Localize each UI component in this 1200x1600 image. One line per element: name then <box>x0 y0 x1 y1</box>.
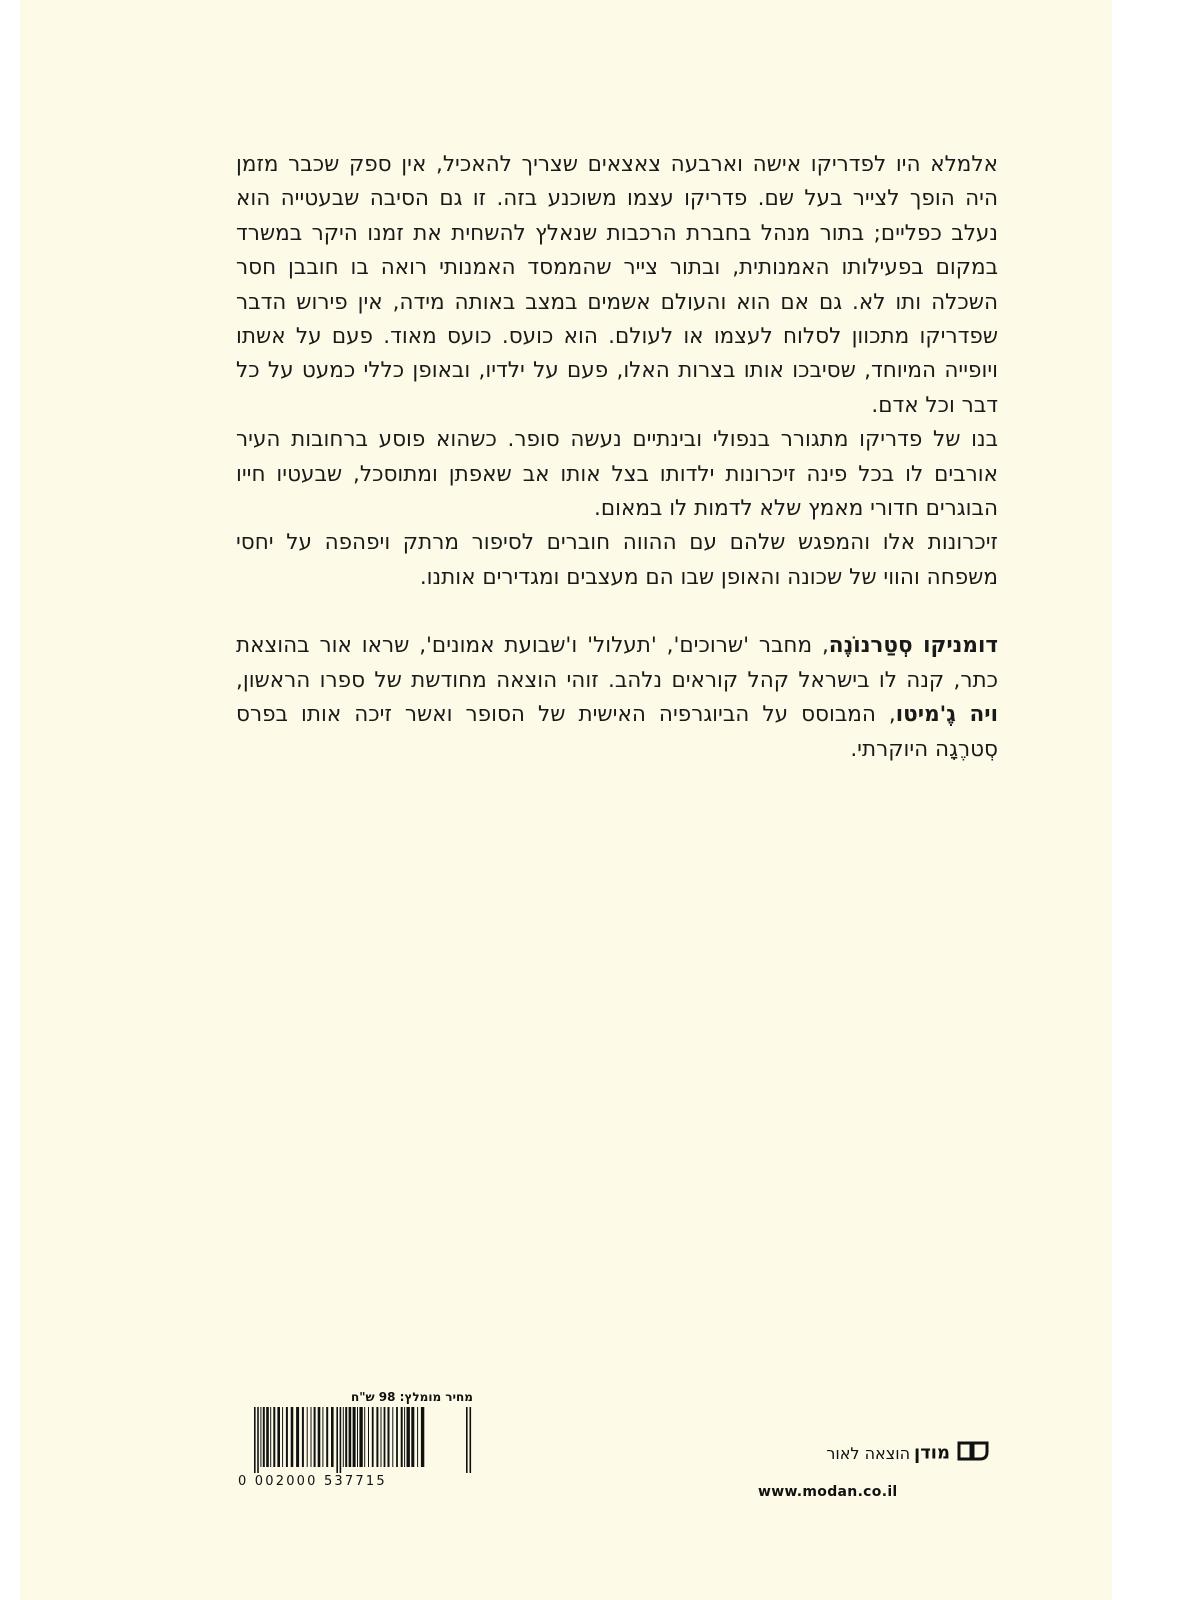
author-text-2: , המבוסס על הביוגרפיה האישית של הסופר ואשר זיכה אותו בפרס סְטרֶגָה היוקרתי. <box>236 702 998 762</box>
blurb-text <box>236 148 998 767</box>
blurb-paragraph-1: אלמלא היו לפדריקו אישה וארבעה צאצאים שצריך להאכיל, אין ספק שכבר מזמן היה הופך לצייר בעל שם. פדריקו עצמו משוכנע בזה. זו גם הסיבה שבעטייה הוא נעלב כפליים; בתור מנהל בחברת הרכבות שנאלץ להשחית את זמנו היקר במשרד במקום בפעילותו האמנותית, ובתור צייר שהממסד האמנותי רואה בו חובבן חסר השכלה ותו לא. גם אם הוא והעולם אשמים במצב באותה מידה, אין פירוש הדבר שפדריקו מתכוון לסלוח לעצמו או לעולם. הוא כועס. כועס מאוד. פעם על אשתו ויופייה המיוחד, שסיבכו אותו בצרות האלו, פעם על ילדיו, ובאופן כללי כמעט על כל דבר וכל אדם. <box>236 152 998 418</box>
recommended-price: מחיר מומלץ: 98 ש"ח <box>350 1390 473 1404</box>
publisher-line <box>750 1440 990 1466</box>
book-title: ויה גֶ'מיטו <box>895 702 999 728</box>
publisher-website[interactable]: www.modan.co.il <box>758 1484 898 1500</box>
barcode-digits: 0 002000 537715 <box>238 1474 387 1489</box>
author-text-1: , מחבר 'שרוכים', 'תעלול' ו'שבועת אמונים', שראו אור בהוצאת כתר, קנה לו בישראל קהל קוראים נלהב. זוהי הוצאה מחודשת של ספרו הראשון, <box>236 633 998 693</box>
blurb-paragraph-3: זיכרונות אלו והמפגש שלהם עם ההווה חוברים לסיפור מרתק ויפהפה על יחסי משפחה והווי של שכונה והאופן שבו הם מעצבים ומגדירים אותנו. <box>236 530 998 590</box>
modan-logo-icon <box>956 1440 990 1466</box>
book-back-cover <box>20 0 1112 1600</box>
barcode <box>252 1407 474 1473</box>
blurb-paragraph-2: בנו של פדריקו מתגורר בנפולי ובינתיים נעשה סופר. כשהוא פוסע ברחובות העיר אורבים לו בכל פינה זיכרונות ילדותו בצל אותו אב שאפתן ומתוסכל, שבעטיו חייו הבוגרים חדורי מאמץ שלא לדמות לו במאום. <box>236 427 998 522</box>
publisher-subtitle: הוצאה לאור <box>826 1443 911 1463</box>
author-name: דומניקו סְטַרנוֹנֶה <box>828 633 998 659</box>
author-paragraph <box>236 629 998 767</box>
publisher-name: מודן <box>914 1442 950 1464</box>
